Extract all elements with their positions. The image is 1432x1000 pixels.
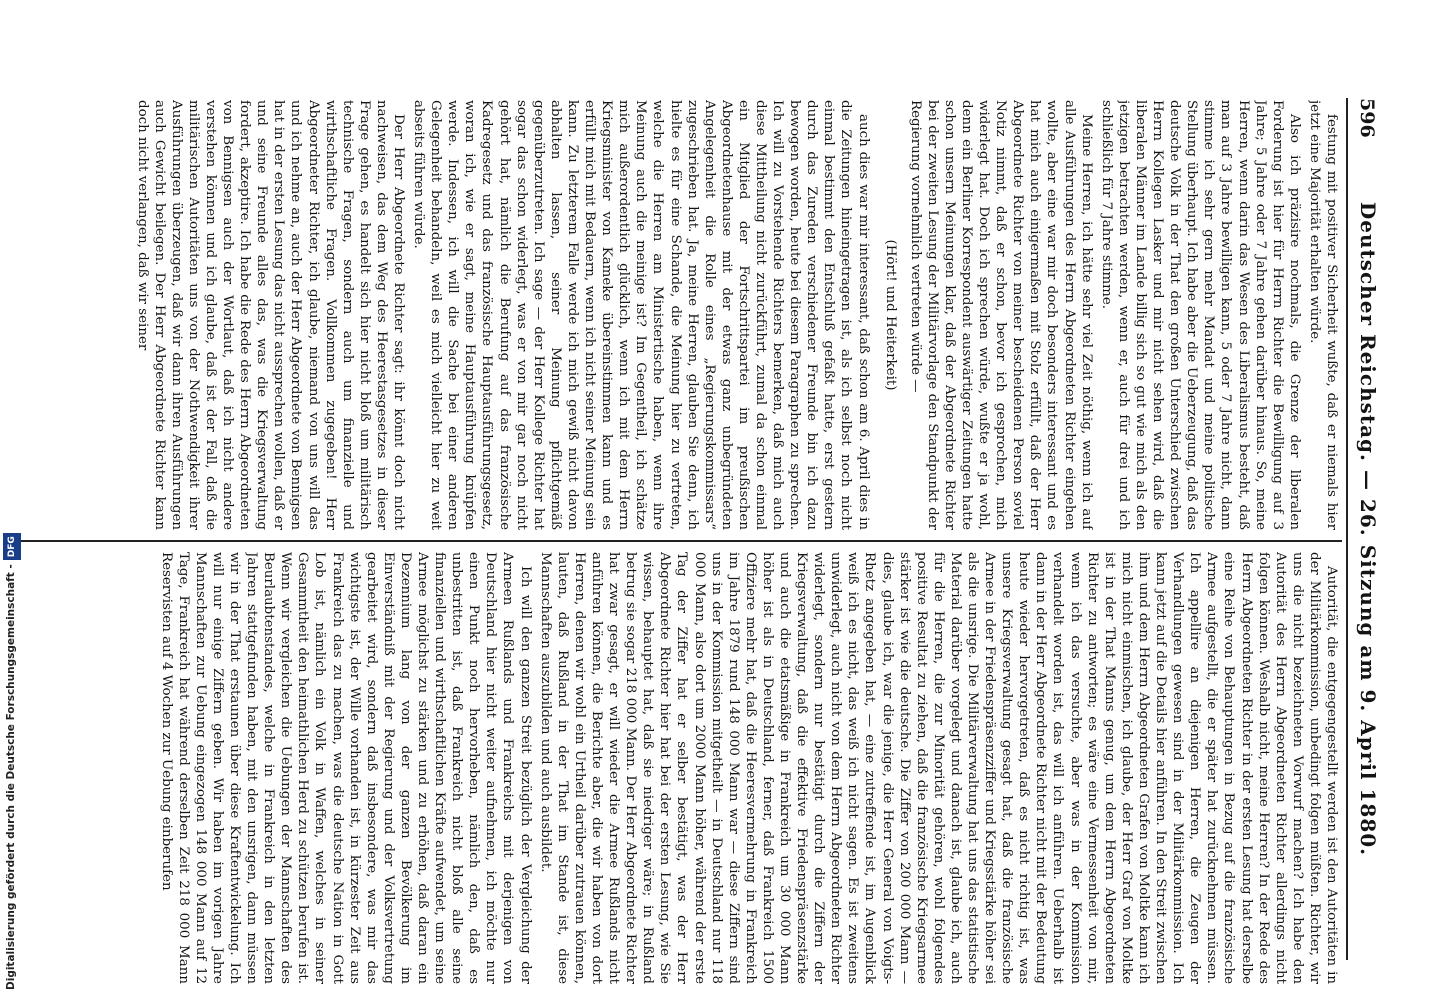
stage-direction: (Hört! und Heiterkeit): [882, 239, 898, 391]
paragraph: auch dies war mir interessant, daß schon am 6. April dies in die Zeitungen hineingetragen ist, als ich selbst noch nicht einmal bestimmt den Entschluß gefaßt hatte, erst gestern durch das Zureden verschiedener Freunde bin ich dazu bewogen worden, heute bei diesem Paragraphen zu sprechen. Ich will zu Vorstehende Richters bemerken, daß mich auch diese Mittheilung nicht zurückführt, zumal da schon einmal ein Mitglied der Fortschrittspartei im preußischen Abgeordnetenhause mit der etwas ganz unbegründeten Angelegenheit die Rolle eines „Regierungskommissars“ zugeschrieben hat. Ja, meine Herren, glauben Sie denn, ich hielte es für eine Schande, die Meinung hier zu vertreten, welche die Herren am Ministertische haben, wenn ihre Meinung auch die meinige ist? Im Gegentheil, ich schätze mich außerordentlich glücklich, wenn ich mit dem Herrn Kriegsminister von Kameke übereinstimmen kann und es erfüllt mich mit Bedauern, wenn ich nicht seiner Meinung sein kann. Zu letzterem Falle werde ich mich gewiß nicht davon abhalten lassen, seiner Meinung pflichtgemäß gegenüberzutreten. Ich sage — der Herr Kollege Richter hat sogar das schon widerlegt, was er von mir gar noch nicht gehört hat, nämlich die Berufung auf das französische Kadregesetz und das französische Hauptausführungsgesetz, woran ich, wie er sagt, meine Hauptausführung knüpfen werde. Indessen, ich will die Sache bei einer anderen Gelegenheit behandeln, weil es mich vielleicht hier zu weit abseits führen würde.: [411, 100, 871, 530]
paragraph: Ich will den ganzen Streit bezüglich der Vergleichung der Armeen Rußlands und Frankreichs mit derjenigen von Deutschland hier nicht weiter aufnehmen, ich möchte nur einen Punkt noch hervorheben, nämlich den, daß es unbestritten ist, daß Frankreich nicht bloß alle seine finanziellen und wirthschaftlichen Kräfte aufwendet, um seine Armee möglichst zu stärken und zu erhöhen, daß daran ein Dezennium lang von der ganzen Bevölkerung im Einverständniß mit der Regierung und der Volksvertretung gearbeitet wird, sondern daß insbesondere, was mir das wichtigste ist, der Wille vorhanden ist, in kürzester Zeit aus Frankreich das zu machen, was die deutsche Nation in Gott Lob ist, nämlich ein Volk in Waffen, welches in seiner Gesammtheit den heimathlichen Herd zu schützen berufen ist. Wenn wir vergleichen die Uebungen der Mannschaften des Beurlaubtenstandes, welche in Frankreich in den letzten Jahren stattgefunden haben, mit den unsrigen, dann müssen wir in der That erstaunen über diese Kraftentwickelung. Ich will nur einige Ziffern geben. Wir haben im vorigen Jahre Mannschaften zur Uebung eingezogen 148 000 Mann auf 12 Tage, Frankreich hat während derselben Zeit 218 000 Mann Reservisten auf 4 Wochen zur Uebung einberufen: [158, 552, 533, 984]
paragraph: festung mit positiver Sicherheit wußte, daß er niemals hier jetzt eine Majorität erhalten würde.: [1306, 100, 1339, 530]
dfg-logo-badge: DFG: [3, 533, 21, 560]
page-number: 596: [1356, 98, 1378, 138]
page-header: [1352, 98, 1380, 960]
digitization-credit: [2, 430, 22, 990]
right-column: [16, 552, 1340, 984]
paragraph: Meine Herren, ich hätte sehr viel Zeit nöthig, wenn ich auf alle Ausführungen des Herrn Abgeordneten Richter eingehen wollte, aber eine war mir doch besonders interessant und es hat mich auch einigermaßen mit Stolz erfüllt, daß der Herr Abgeordnete Richter von meiner bescheidenen Person soviel Notiz nimmt, daß er schon, bevor ich gesprochen, mich widerlegt hat. Doch ich sprechen würde, wußte er ja wohl, denn ein Berliner Korrespondent auswärtiger Zeitungen hatte schon unsern Meinungen klar, daß der Abgeordnete Richter bei der zweiten Lesung der Militärvorlage den Standpunkt der Regierung vornehmlich vertreten würde —: [907, 100, 1094, 530]
paragraph: Also ich präzisire nochmals, die Grenze der liberalen Forderung ist hier für Herrn Richter die Bewilligung auf 3 Jahre; 5 Jahre oder 7 Jahre gehen darüber hinaus. So, meine Herren, wenn darin das Wesen des Liberalismus besteht, daß man auf 3 Jahre bewilligen kann, 5 oder 7 Jahre nicht, dann stimme ich sehr gern mehr Mandat und meine politische Stellung überhaupt. Ich habe aber die Ueberzeugung, daß das deutsche Volk in der That den großen Unterschied zwischen Herrn Kollegen Lasker und mir nicht sehen wird, daß die liberalen Männer im Lande billig sich so gut wie mich als den jetzigen betrachten werden, wenn er, auch für drei und ich schließlich für 7 Jahre stimme.: [1098, 100, 1302, 530]
column-divider: [14, 540, 1342, 542]
credit-text: Digitalisierung gefördert durch die Deutsche Forschungsgemeinschaft -: [5, 564, 17, 990]
header-rule: [1346, 98, 1348, 960]
paragraph: Der Herr Abgeordnete Richter sagt: ihr könnt doch nicht nachweisen, das dem Weg des Heerestasgesetzes in dieser Frage gehen, es handelt sich hier nicht bloß um militärisch technische Fragen, sondern auch um finanzielle und wirthschaftliche Fragen. Vollkommen zugegeben! Herr Abgeordneter Richter, ich glaube, niemand von uns will das und ich nehme an, auch der Herr Abgeordnete von Bennigsen hat in der ersten Lesung das nicht aussprechen wollen, daß er und seine Freunde alles das, was die Kriegsverwaltung fordert, akzeptire. Ich habe die Rede des Herrn Abgeordneten von Bennigsen auch der Wortlaut, daß ich nicht andere verstehen können und ich glaube, daß ist der Fall, daß die militärischen Autoritäten uns von der Nothwendigkeit ihrer Ausführungen überzeugen, daß wir dann ihren Ausführungen auch Gewicht beilegen. Der Herr Abgeordnete Richter kann doch nicht verlangen, daß wir seiner: [134, 100, 407, 530]
paragraph: Autorität, die entgegengestellt werden ist den Autoritäten in der Militärkommission, unbedingt folgen müßten. Richter, wir uns die nicht bezeichneten Vorwurf machen? Ich habe den Autorität des Herrn Abgeordneten Richter allerdings nicht folgen können. Weshalb nicht, meine Herren? In der Rede des Herrn Abgeordneten Richter in der ersten Lesung hat derselbe eine Reihe von Behauptungen in Bezug auf die französische Armee aufgestellt, die er später hat zurücknehmen müssen. Ich appellire an diejenigen Herren, die Zeugen der Verhandlungen gewesen sind in der Militärkommission. Ich kann jetzt auf die Details hier anführen. In den Streit zwischen ihm und dem Herrn Abgeordneten Grafen von Moltke kann ich mich nicht einmischen, ich glaube, der Herr Graf von Moltke ist in der That Manns genug, um dem Herrn Abgeordneten Richter zu antworten; es wäre eine Vermessenheit von mir, wenn ich das versuchte, aber was in der Kommission verhandelt worden ist, das will ich anführen. Ueberhalb ist dann in der Herr Abgeordnete Richter nicht mit der Bedeutung heute wieder hervorgetreten, daß es nicht richtig ist, was unsere Kriegsverwaltung gesagt hat, daß die französische Armee in der Friedenspräsenzziffer und Kriegsstärke höher sei als die unsrige. Die Militärverwaltung hat uns das statistische Material darüber vorgelegt und danach ist, glaube ich, auch für die Herren, die zur Minorität gehören, wohl folgendes positive Resultat zu ziehen, daß die französische Kriegsarmee stärker ist wie die deutsche. Die Ziffer von 200 000 Mann — dies, glaube ich, war die jenige, die Herr General von Voigts-Rhetz angegeben hat, — eine zutreffende ist, im Augenblick weiß ich es nicht, das weiß ich nicht sagen. Es ist zweitens unwiderlegt, auch nicht von dem Herrn Abgeordneten Richter widerlegt, sondern nur bestätigt durch die Ziffern der Kriegsverwaltung, daß die effektive Friedenspräsenzstärke und auch die etatsmäßige in Frankreich um 30 000 Mann höher ist als in Deutschland, ferner, daß Frankreich 1500 Offiziere mehr hat, daß die Heeresvermehrung in Frankreich im Jahre 1879 rund 148 000 Mann war — diese Ziffern sind uns in der Kommission mitgetheilt — in Deutschland nur 118 000 Mann, also dort um 2000 Mann höher, während der erste Tag der Ziffer hat er selber bestätigt, was der Herr Abgeordnete Richter hier hat bei der ersten Lesung, wie Sie wissen, behauptet hat, daß sie niedriger wäre; in Rußland betrug sie sogar 218 000 Mann. Der Herr Abgeordnete Richter hat zwar gesagt, er will wieder die Armee Rußlands nicht anführen können, die Berichte aber, die wir haben von dort Herren, denen wir wohl ein Urtheil darüber zutrauen können, lauten, daß Rußland in der That im Stande ist, diese Mannschaften auszubilden und auch ausbildet.: [537, 552, 1339, 984]
running-head: Deutscher Reichstag. — 26. Sitzung am 9. April 1880.: [1356, 201, 1380, 857]
left-column: [16, 100, 1340, 530]
